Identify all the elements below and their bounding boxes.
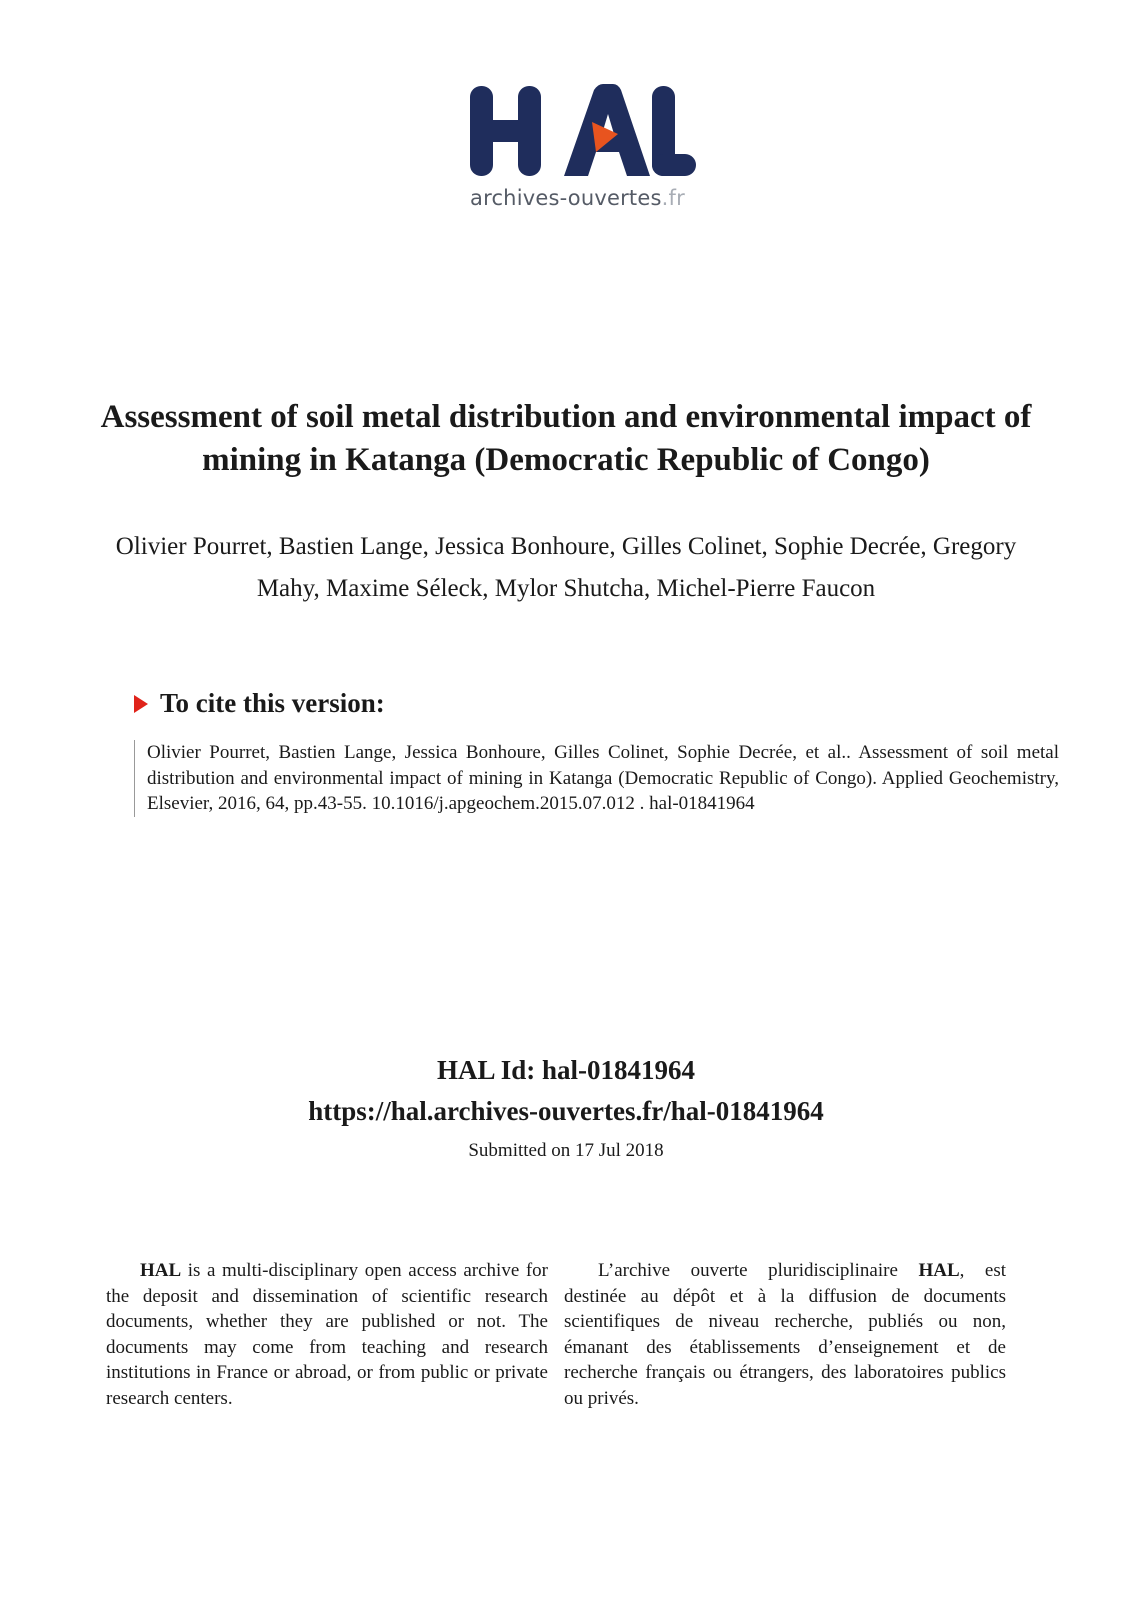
hal-bold-fr: HAL bbox=[918, 1260, 960, 1281]
description-fr-after: , est destinée au dépôt et à la diffusion de documents scientifiques de niveau recherche, publiés ou non, émanant des établissements d’enseignement et de recherche français ou étrangers, des laboratoires publics ou privés. bbox=[564, 1260, 1007, 1409]
citation-text: Olivier Pourret, Bastien Lange, Jessica Bonhoure, Gilles Colinet, Sophie Decrée, et al.. Assessment of soil metal distribution and environmental impact of mining in Katanga (Democratic Republic of Congo). Applied Geochemistry, Elsevier, 2016, 64, pp.43-55. 10.1016/j.apgeochem.2015.07.012 . hal-01841964 bbox=[134, 740, 1059, 817]
cite-heading-label: To cite this version: bbox=[160, 688, 385, 718]
hal-bold-en: HAL bbox=[140, 1260, 182, 1281]
paper-title: Assessment of soil metal distribution and environmental impact of mining in Katanga (Democratic Republic of Congo) bbox=[100, 399, 1032, 478]
hal-url-link[interactable]: https://hal.archives-ouvertes.fr/hal-01841964 bbox=[308, 1096, 824, 1126]
triangle-bullet-icon bbox=[134, 695, 148, 713]
hal-id: HAL Id: hal-01841964 bbox=[436, 1055, 696, 1085]
description-english bbox=[106, 1258, 548, 1411]
logo-tagline-tld: .fr bbox=[661, 186, 685, 210]
hal-logo-mark bbox=[466, 82, 700, 182]
description-en-text: is a multi-disciplinary open access archive for the deposit and dissemination of scientific research documents, whether they are published or not. The documents may come from teaching and research institutions in France or abroad, or from public or private research centers. bbox=[106, 1260, 548, 1409]
author-list: Olivier Pourret, Bastien Lange, Jessica Bonhoure, Gilles Colinet, Sophie Decrée, Gregory Mahy, Maxime Séleck, Mylor Shutcha, Michel-Pierre Faucon bbox=[115, 533, 1017, 602]
description-fr-before: L’archive ouverte pluridisciplinaire bbox=[598, 1260, 919, 1281]
logo-tagline-main: archives-ouvertes bbox=[470, 186, 662, 210]
hal-logo bbox=[466, 82, 706, 217]
cite-heading bbox=[134, 686, 385, 720]
submission-date: Submitted on 17 Jul 2018 bbox=[468, 1140, 664, 1161]
logo-tagline bbox=[470, 186, 685, 210]
description-french bbox=[564, 1258, 1006, 1411]
hal-id-block bbox=[100, 1050, 1032, 1132]
